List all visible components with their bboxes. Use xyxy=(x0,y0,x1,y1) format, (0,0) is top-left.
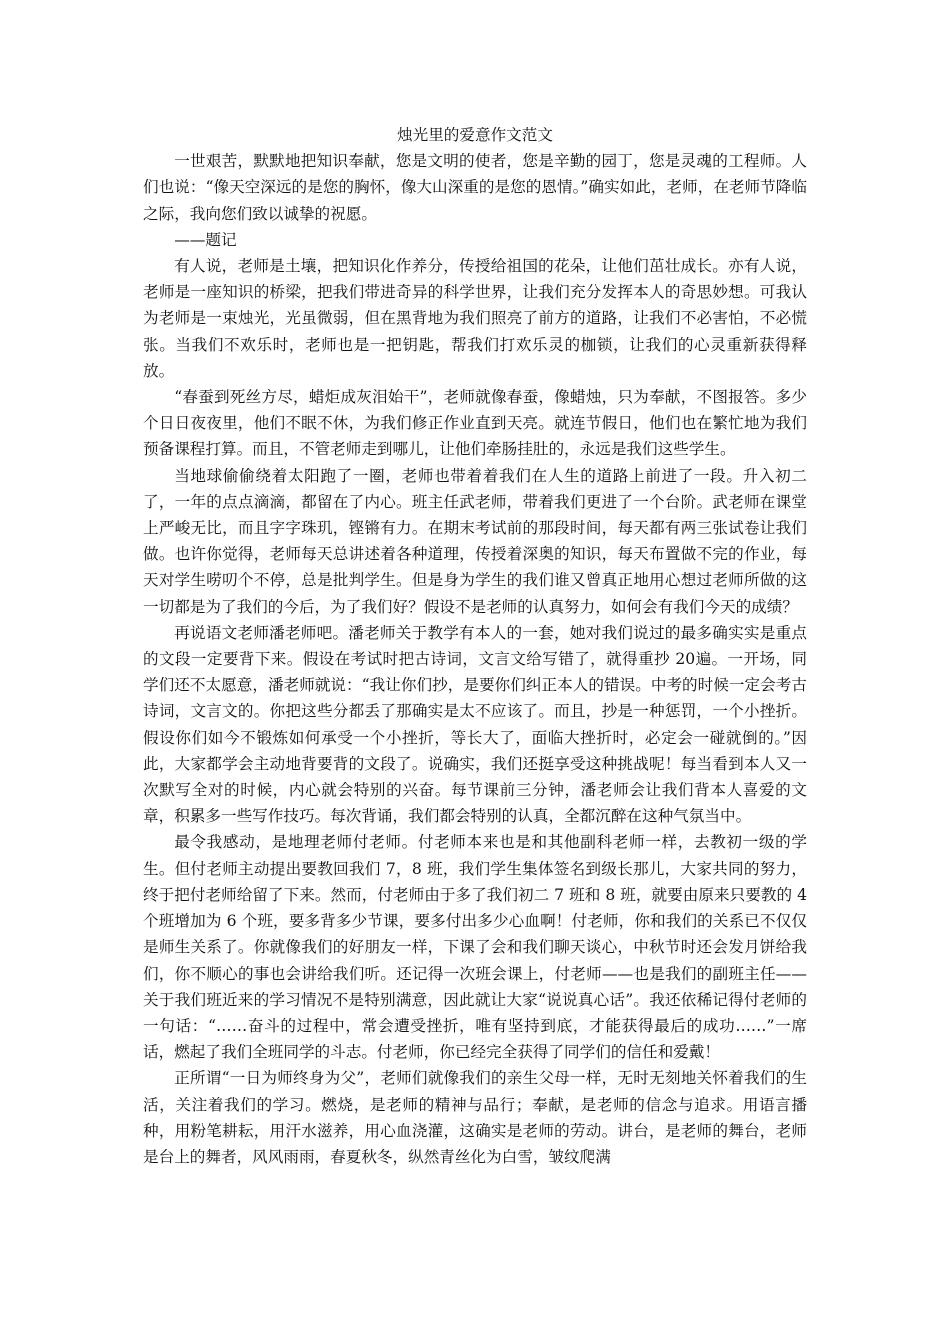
paragraph-silkworm-quote: “春蚕到死丝方尽，蜡炬成灰泪始干”，老师就像春蚕，像蜡烛，只为奉献，不图报答。多少个日日夜夜里，他们不眠不休，为我们修正作业直到天亮。就连节假日，他们也在繁忙地为我们预备课程打算。而且，不管老师走到哪儿，让他们牵肠挂肚的，永远是我们这些学生。 xyxy=(143,388,807,459)
paragraph-epigraph: 一世艰苦，默默地把知识奉献，您是文明的使者，您是辛勤的园丁，您是灵魂的工程师。人们也说：“像天空深远的是您的胸怀，像大山深重的是您的恩情。”确实如此，老师，在老师节降临之际，我向您们致以诚挚的祝愿。 xyxy=(143,152,807,223)
document-body xyxy=(143,122,807,1170)
paragraph-teacher-as-candle: 有人说，老师是土壤，把知识化作养分，传授给祖国的花朵，让他们茁壮成长。亦有人说，老师是一座知识的桥梁，把我们带进奇异的科学世界，让我们充分发挥本人的奇思妙想。可我认为老师是一束烛光，光虽微弱，但在黑背地为我们照亮了前方的道路，让我们不必害怕，不必慌张。当我们不欢乐时，老师也是一把钥匙，帮我们打欢乐灵的枷锁，让我们的心灵重新获得释放。 xyxy=(143,257,807,380)
paragraph-teacher-fu: 最令我感动，是地理老师付老师。付老师本来也是和其他副科老师一样，去教初一级的学生。但付老师主动提出要教回我们 7，8 班，我们学生集体签名到级长那儿，大家共同的努力，终于把付老师给留了下来。然而，付老师由于多了我们初二 7 班和 8 班，就要由原来只要教的 4 个班增加为 6 个班，要多背多少节课，要多付出多少心血啊！付老师，你和我们的关系已不仅仅是师生关系了。你就像我们的好朋友一样，下课了会和我们聊天谈心，中秋节时还会发月饼给我们，你不顺心的事也会讲给我们听。还记得一次班会课上，付老师——也是我们的副班主任——关于我们班近来的学习情况不是特别满意，因此就让大家“说说真心话”。我还依稀记得付老师的一句话：“……奋斗的过程中，常会遭受挫折，唯有坚持到底，才能获得最后的成功……”一席话，燃起了我们全班同学的斗志。付老师，你已经完全获得了同学们的信任和爱戴！ xyxy=(143,833,807,1062)
paragraph-conclusion: 正所谓“一日为师终身为父”，老师们就像我们的亲生父母一样，无时无刻地关怀着我们的生活，关注着我们的学习。燃烧，是老师的精神与品行；奉献，是老师的信念与追求。用语言播种，用粉笔耕耘，用汗水滋养，用心血浇灌，这确实是老师的劳动。讲台，是老师的舞台，老师是台上的舞者，风风雨雨，春夏秋冬，纵然青丝化为白雪，皱纹爬满 xyxy=(143,1069,807,1166)
paragraph-teacher-pan: 再说语文老师潘老师吧。潘老师关于教学有本人的一套，她对我们说过的最多确实实是重点的文段一定要背下来。假设在考试时把古诗词，文言文给写错了，就得重抄 20遍。一开场，同学们还不太愿意，潘老师就说：“我让你们抄，是要你们纠正本人的错误。中考的时候一定会考古诗词，文言文的。你把这些分都丢了那确实是太不应该了。而且，抄是一种惩罚，一个小挫折。假设你们如今不锻炼如何承受一个小挫折，等长大了，面临大挫折时，必定会一碰就倒的。”因此，大家都学会主动地背要背的文段了。说确实，我们还挺享受这种挑战呢！每当看到本人又一次默写全对的时候，内心就会特别的兴奋。每节课前三分钟，潘老师会让我们背本人喜爱的文章，积累多一些写作技巧。每次背诵，我们都会特别的认真，全都沉醉在这种气氛当中。 xyxy=(143,623,807,826)
document-title: 烛光里的爱意作文范文 xyxy=(397,126,553,144)
paragraph-epigraph-attribution: ——题记 xyxy=(174,230,237,249)
paragraph-teacher-wu: 当地球偷偷绕着太阳跑了一圈，老师也带着着我们在人生的道路上前进了一段。升入初二了，一年的点点滴滴，都留在了内心。班主任武老师，带着我们更进了一个台阶。武老师在课堂上严峻无比，而且字字珠玑，铿锵有力。在期末考试前的那段时间，每天都有两三张试卷让我们做。也许你觉得，老师每天总讲述着各种道理，传授着深奥的知识，每天布置做不完的作业，每天对学生唠叨个不停，总是批判学生。但是身为学生的我们谁又曾真正地用心想过老师所做的这一切都是为了我们的今后，为了我们好？假设不是老师的认真努力，如何会有我们今天的成绩？ xyxy=(143,466,807,616)
